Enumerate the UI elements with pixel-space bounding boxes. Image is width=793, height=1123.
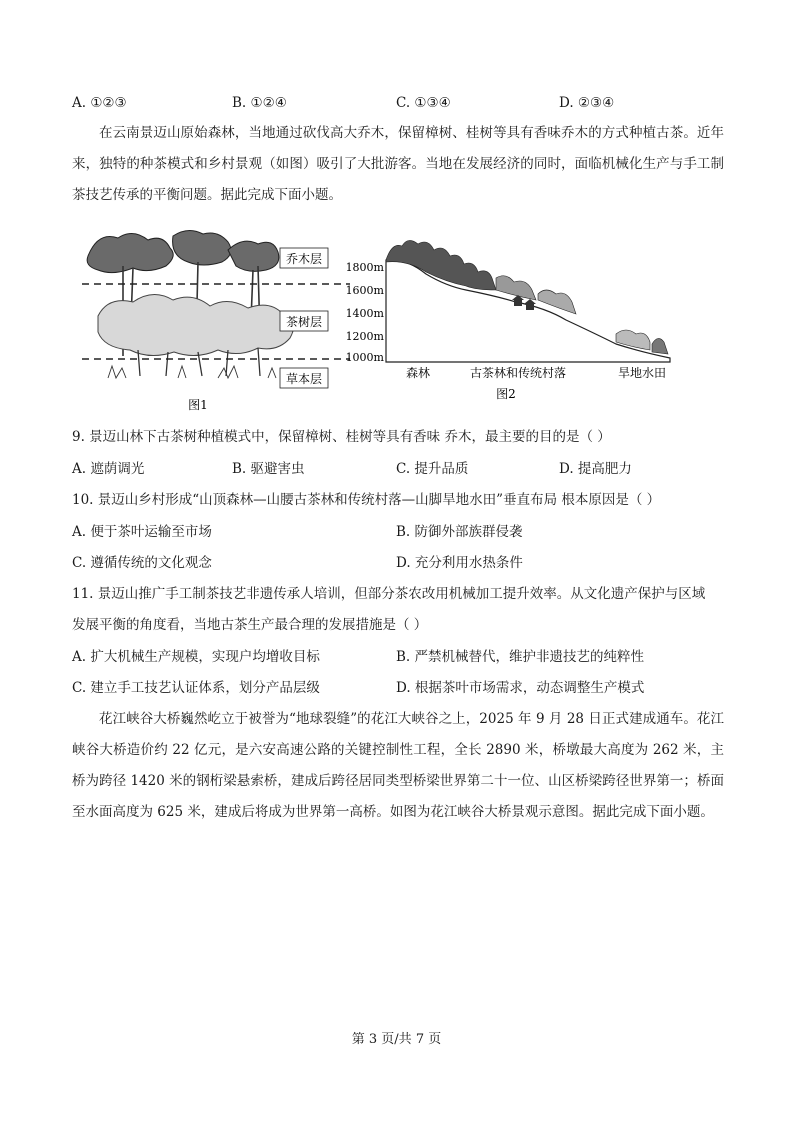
- y-tick-1000: 1000m: [346, 351, 384, 364]
- q9-option-b: B. 驱避害虫: [232, 461, 305, 477]
- q10-option-a: A. 便于茶叶运输至市场: [72, 524, 212, 540]
- label-tea-layer: 茶树层: [285, 315, 323, 329]
- figure-2-terrain-profile: [346, 234, 676, 408]
- option-c: C. ①③④: [396, 95, 451, 111]
- option-d: D. ②③④: [559, 95, 615, 111]
- passage-bridge: 花江峡谷大桥巍然屹立于被誉为“地球裂缝”的花江大峡谷之上，2025 年 9 月 28 日正式建成通车。花江峡谷大桥造价约 22 亿元，是六安高速公路的关键控制性工程，全长 2890 米，桥墩最大高度为 262 米，主桥为跨径 1420 米的钢桁梁悬索桥，建成后跨径居同类型桥梁世界第二十一位、山区桥梁跨径世界第一；桥面至水面高度为 625 米，建成后将成为世界第一高桥。如图为花江峡谷大桥景观示意图。据此完成下面小题。: [72, 711, 724, 820]
- label-forest: 森林: [405, 366, 431, 380]
- q11-option-b: B. 严禁机械替代，维护非遗技艺的纯粹性: [396, 649, 645, 665]
- label-farmland: 旱地水田: [617, 366, 667, 380]
- q11-option-d: D. 根据茶叶市场需求，动态调整生产模式: [396, 680, 645, 696]
- y-tick-1800: 1800m: [346, 261, 384, 274]
- page-footer: 第 3 页/共 7 页: [351, 1032, 442, 1047]
- figure-1-vegetation-layers: [78, 226, 360, 416]
- q9-option-c: C. 提升品质: [396, 461, 469, 477]
- q9-option-d: D. 提高肥力: [559, 461, 632, 477]
- y-tick-1400: 1400m: [346, 307, 384, 320]
- q10-option-c: C. 遵循传统的文化观念: [72, 555, 212, 571]
- question-11-stem-line1: 11. 景迈山推广手工制茶技艺非遗传承人培训，但部分茶农改用机械加工提升效率。从文化遗产保护与区域: [72, 586, 706, 602]
- tree-sketch: [87, 230, 294, 378]
- label-herb-layer: 草本层: [285, 372, 323, 386]
- label-arbor-layer: 乔木层: [285, 252, 323, 266]
- q10-option-d: D. 充分利用水热条件: [396, 555, 523, 571]
- terrain-slope: [386, 260, 670, 362]
- q9-option-a: A. 遮荫调光: [72, 461, 145, 477]
- q11-option-a: A. 扩大机械生产规模，实现户均增收目标: [72, 649, 320, 665]
- passage-tea: 在云南景迈山原始森林，当地通过砍伐高大乔木，保留樟树、桂树等具有香味乔木的方式种植古茶。近年来，独特的种茶模式和乡村景观（如图）吸引了大批游客。当地在发展经济的同时，面临机械化生产与手工制茶技艺传承的平衡问题。据此完成下面小题。: [72, 125, 724, 203]
- figure-2-caption: 图2: [496, 387, 516, 401]
- label-tea-village: 古茶林和传统村落: [469, 366, 567, 380]
- option-b: B. ①②④: [232, 95, 287, 111]
- option-a: A. ①②③: [72, 95, 127, 111]
- figure-1-caption: 图1: [188, 398, 208, 412]
- y-tick-1600: 1600m: [346, 284, 384, 297]
- question-11-stem-line2: 发展平衡的角度看，当地古茶生产最合理的发展措施是（ ）: [72, 617, 428, 633]
- question-9-stem: 9. 景迈山林下古茶树种植模式中，保留樟树、桂树等具有香味 乔木，最主要的目的是（ ）: [72, 429, 611, 445]
- q11-option-c: C. 建立手工技艺认证体系，划分产品层级: [72, 680, 320, 696]
- q10-option-b: B. 防御外部族群侵袭: [396, 524, 523, 540]
- question-10-stem: 10. 景迈山乡村形成“山顶森林—山腰古茶林和传统村落—山脚旱地水田”垂直布局 根本原因是（ ）: [72, 492, 661, 508]
- y-tick-1200: 1200m: [346, 330, 384, 343]
